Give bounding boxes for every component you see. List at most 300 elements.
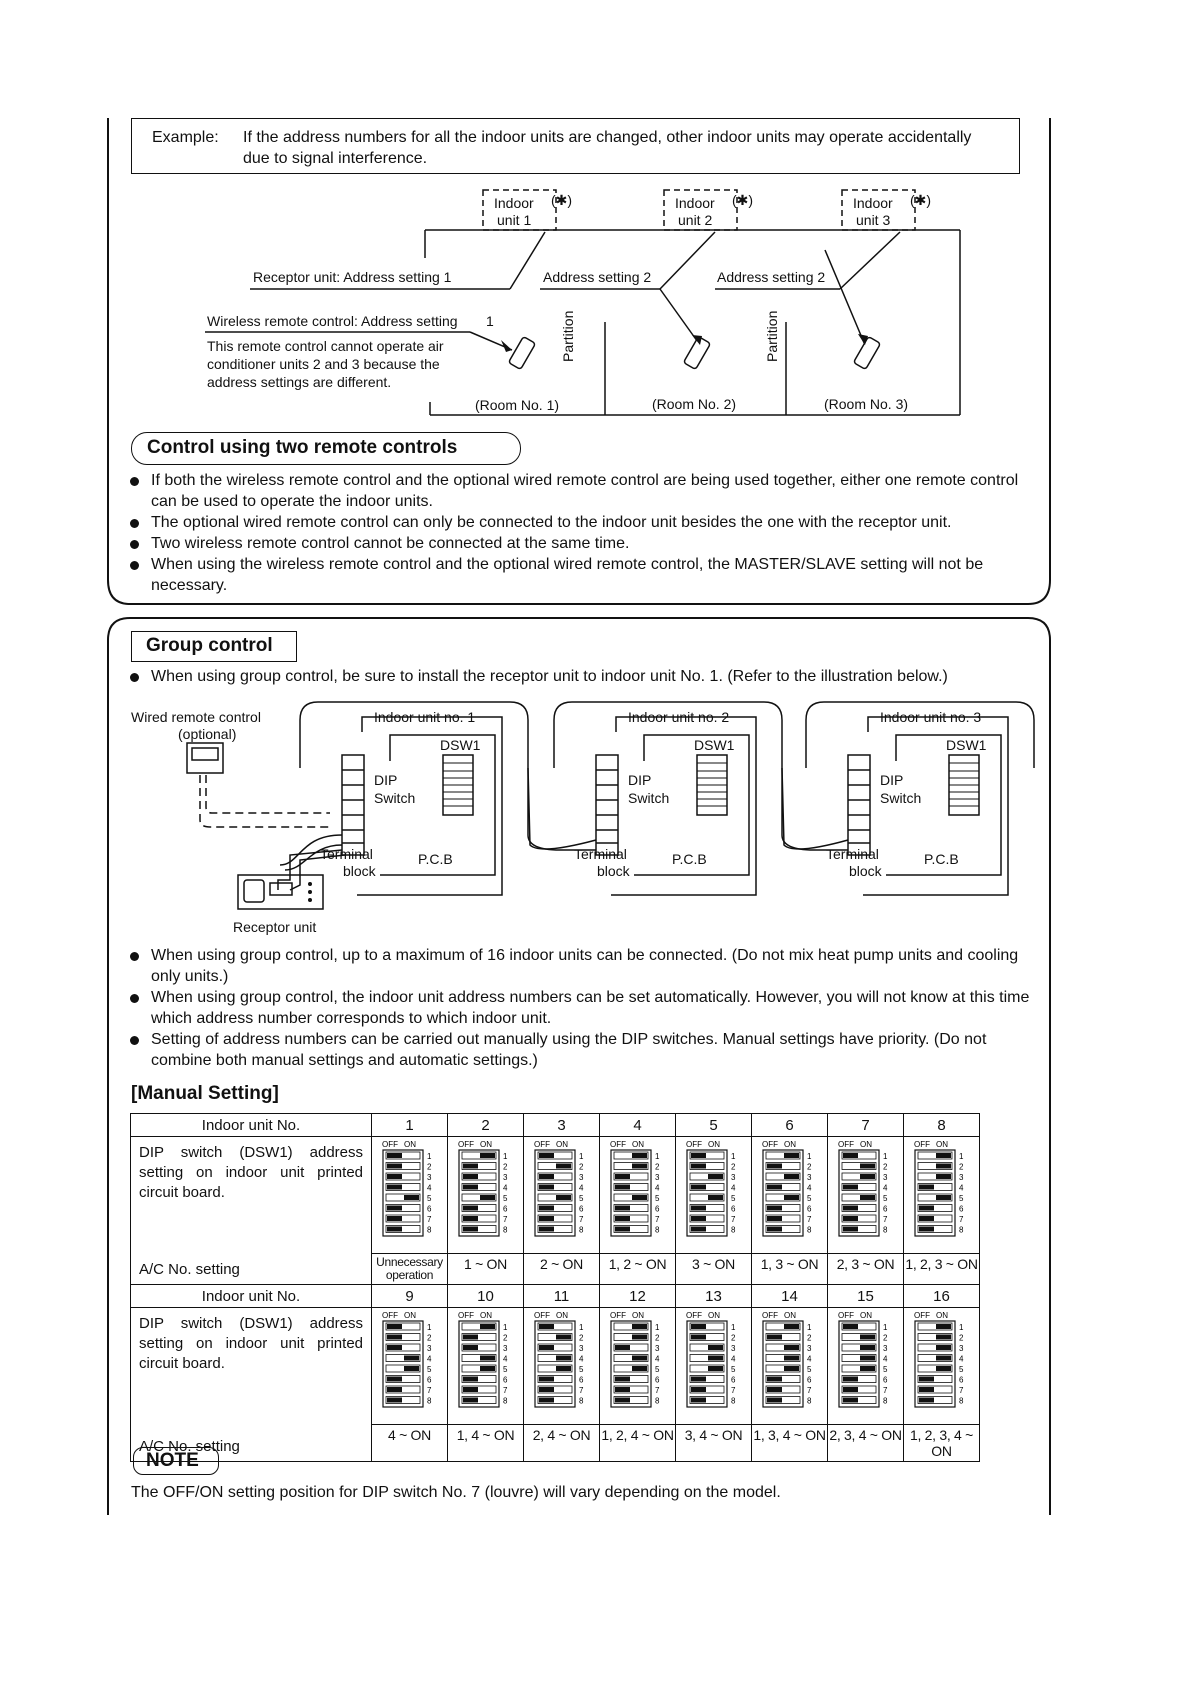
- dip-number: 2: [426, 1333, 431, 1343]
- dip-number: 3: [426, 1173, 431, 1182]
- dip-knob-off: [387, 1164, 402, 1169]
- dip-number: 7: [578, 1215, 583, 1224]
- dip-number: 6: [882, 1375, 887, 1385]
- dip-on-label: ON: [479, 1140, 492, 1149]
- dip-number: 4: [502, 1354, 507, 1364]
- wireless-note-line2: conditioner units 2 and 3 because the: [207, 356, 440, 372]
- dip-number: 6: [426, 1375, 431, 1385]
- dip-number: 1: [502, 1152, 507, 1161]
- dip-setting-cell: [372, 1137, 448, 1285]
- dip-label-2b: Switch: [628, 790, 670, 806]
- dip-setting-cell: [524, 1308, 600, 1462]
- dip-knob-off: [919, 1398, 934, 1403]
- dip-number: 4: [654, 1354, 659, 1364]
- table-row: [131, 1114, 980, 1137]
- dip-setting-cell: [600, 1308, 676, 1462]
- dip-knob-on: [556, 1164, 571, 1169]
- dip-number: 6: [654, 1375, 659, 1385]
- dip-number: 7: [882, 1386, 887, 1395]
- room-label-3: (Room No. 3): [824, 396, 909, 412]
- dip-number: 7: [426, 1386, 431, 1395]
- dip-number: 6: [578, 1204, 583, 1214]
- dip-switch-body: [383, 1150, 423, 1236]
- dip-knob-on: [708, 1195, 723, 1200]
- dip-number: 6: [958, 1204, 963, 1214]
- bullet-icon: [130, 1036, 139, 1045]
- dip-knob-off: [463, 1377, 478, 1382]
- dip-number: 1: [578, 1152, 583, 1161]
- dip-knob-off: [691, 1377, 706, 1382]
- address-diagram: [0, 0, 1190, 430]
- dip-knob-on: [784, 1324, 799, 1329]
- dip-knob-off: [615, 1185, 630, 1190]
- dip-number: 5: [426, 1194, 431, 1203]
- dip-number: 3: [654, 1173, 659, 1182]
- dip-off-label: OFF: [913, 1140, 930, 1149]
- indoor-unit-2-line2: unit 2: [678, 212, 713, 228]
- dip-knob-on: [632, 1195, 647, 1200]
- bullet-icon: [130, 519, 139, 528]
- dip-switch-diagram: [608, 1139, 668, 1239]
- dip-knob-on: [936, 1324, 951, 1329]
- ac-setting-value: 1, 2, 3, 4 ~ ON: [904, 1424, 979, 1461]
- group-unit-1-label: Indoor unit no. 1: [374, 709, 476, 725]
- dip-switch-body: [687, 1150, 727, 1236]
- dip-number: 6: [882, 1204, 887, 1214]
- dip-number: 7: [654, 1215, 659, 1224]
- two-remotes-title: Control using two remote controls: [147, 437, 458, 458]
- dip-knob-off: [843, 1398, 858, 1403]
- dip-row-label: DIP switch (DSW1) address setting on indoor unit printed circuit board.: [139, 1315, 363, 1372]
- dip-number: 7: [730, 1386, 735, 1395]
- dip-number: 2: [806, 1333, 811, 1343]
- note-badge: [133, 1447, 219, 1475]
- dip-knob-on: [556, 1335, 571, 1340]
- dip-number: 4: [958, 1354, 963, 1364]
- dip-number: 8: [730, 1396, 735, 1406]
- dip-on-label: ON: [935, 1140, 948, 1149]
- dip-number: 2: [502, 1333, 507, 1343]
- dip-number: 8: [426, 1396, 431, 1406]
- dip-number: 3: [502, 1173, 507, 1182]
- indoor-unit-number: 2: [448, 1114, 524, 1137]
- dip-number: 8: [806, 1396, 811, 1406]
- dip-number: 1: [806, 1323, 811, 1332]
- dip-switch-diagram: [380, 1310, 440, 1410]
- dip-switch-diagram: [456, 1310, 516, 1410]
- dip-number: 8: [958, 1396, 963, 1406]
- dip-number: 4: [730, 1183, 735, 1193]
- dip-knob-off: [615, 1216, 630, 1221]
- dip-switch-body: [611, 1321, 651, 1407]
- dip-knob-off: [843, 1153, 858, 1158]
- dip-switch-body: [459, 1321, 499, 1407]
- dip-knob-on: [480, 1324, 495, 1329]
- dip-number: 6: [502, 1204, 507, 1214]
- ac-setting-value: 1, 2, 3 ~ ON: [904, 1253, 979, 1276]
- dip-on-label: ON: [935, 1311, 948, 1320]
- dip-row-label-cell: [131, 1308, 372, 1462]
- dip-knob-on: [860, 1174, 875, 1179]
- dip-knob-off: [691, 1206, 706, 1211]
- dip-knob-off: [463, 1398, 478, 1403]
- dip-knob-off: [463, 1216, 478, 1221]
- dip-number: 5: [882, 1365, 887, 1374]
- dip-off-label: OFF: [761, 1140, 778, 1149]
- indoor-unit-2-line1: Indoor: [675, 195, 715, 211]
- dip-number: 6: [958, 1375, 963, 1385]
- dip-switch-wrap: [600, 1139, 675, 1253]
- group-bullet-2: When using group control, the indoor unit address numbers can be set automatically. However, you will not know at this time which address number corresponds to which indoor unit.: [130, 987, 1030, 1029]
- ac-setting-value: 4 ~ ON: [372, 1424, 447, 1447]
- dip-switch-diagram: [684, 1139, 744, 1239]
- indoor-unit-number: 3: [524, 1114, 600, 1137]
- dip-knob-on: [784, 1345, 799, 1350]
- dip-number: 8: [806, 1225, 811, 1235]
- dip-off-label: OFF: [533, 1140, 550, 1149]
- dip-number: 2: [882, 1162, 887, 1172]
- dip-switch-diagram: [532, 1310, 592, 1410]
- table-row: [131, 1137, 980, 1285]
- indoor-unit-1-asterisk: (✱): [551, 192, 573, 208]
- dip-knob-on: [784, 1174, 799, 1179]
- dip-off-label: OFF: [457, 1140, 474, 1149]
- dip-knob-off: [767, 1227, 782, 1232]
- dip-switch-body: [535, 1150, 575, 1236]
- pcb-label-3: P.C.B: [924, 851, 959, 867]
- dip-knob-on: [860, 1335, 875, 1340]
- dip-setting-cell: [676, 1308, 752, 1462]
- dip-label-1a: DIP: [374, 772, 398, 788]
- dip-knob-off: [615, 1387, 630, 1392]
- dip-number: 6: [730, 1204, 735, 1214]
- dip-number: 5: [730, 1365, 735, 1374]
- dip-knob-off: [539, 1174, 554, 1179]
- dip-off-label: OFF: [761, 1311, 778, 1320]
- dip-number: 5: [958, 1194, 963, 1203]
- dip-number: 8: [502, 1396, 507, 1406]
- dip-number: 4: [882, 1354, 887, 1364]
- dip-switch-wrap: [904, 1139, 979, 1253]
- dip-knob-on: [480, 1366, 495, 1371]
- dip-switch-body: [611, 1150, 651, 1236]
- dip-number: 1: [806, 1152, 811, 1161]
- dip-number: 3: [882, 1173, 887, 1182]
- dip-number: 6: [426, 1204, 431, 1214]
- dip-setting-cell: [752, 1137, 828, 1285]
- dip-number: 5: [502, 1365, 507, 1374]
- dip-knob-off: [919, 1377, 934, 1382]
- indoor-unit-number: 15: [828, 1285, 904, 1308]
- dip-number: 1: [654, 1323, 659, 1332]
- dip-number: 7: [882, 1215, 887, 1224]
- dip-knob-off: [387, 1216, 402, 1221]
- dip-knob-on: [860, 1164, 875, 1169]
- dip-number: 5: [806, 1365, 811, 1374]
- ac-setting-value: 2, 4 ~ ON: [524, 1424, 599, 1447]
- dip-knob-off: [387, 1387, 402, 1392]
- dip-number: 3: [730, 1344, 735, 1353]
- dip-knob-off: [615, 1345, 630, 1350]
- dip-number: 1: [730, 1152, 735, 1161]
- bullet-icon: [130, 561, 139, 570]
- dip-knob-off: [843, 1324, 858, 1329]
- dip-number: 2: [426, 1162, 431, 1172]
- dip-row-label-cell: [131, 1137, 372, 1285]
- ac-setting-value: 1, 3, 4 ~ ON: [752, 1424, 827, 1447]
- dip-number: 2: [882, 1333, 887, 1343]
- dip-switch-body: [839, 1321, 879, 1407]
- dip-number: 4: [426, 1354, 431, 1364]
- dip-setting-cell: [828, 1137, 904, 1285]
- room-label-2: (Room No. 2): [652, 396, 737, 412]
- dip-knob-off: [539, 1227, 554, 1232]
- dip-number: 8: [578, 1396, 583, 1406]
- ac-setting-value: 3 ~ ON: [676, 1253, 751, 1276]
- dip-switch-wrap: [524, 1310, 599, 1424]
- indoor-unit-number: 1: [372, 1114, 448, 1137]
- group-bullet-1: When using group control, up to a maximum of 16 indoor units can be connected. (Do not mix heat pump units and cooling only units.): [130, 945, 1030, 987]
- dip-number: 5: [578, 1194, 583, 1203]
- dip-number: 6: [578, 1375, 583, 1385]
- dip-number: 8: [882, 1225, 887, 1235]
- dip-number: 6: [806, 1375, 811, 1385]
- dip-number: 8: [654, 1225, 659, 1235]
- dip-knob-off: [843, 1227, 858, 1232]
- dip-knob-off: [843, 1206, 858, 1211]
- dip-number: 8: [882, 1396, 887, 1406]
- terminal-label-3a: Terminal: [826, 846, 879, 862]
- dip-number: 2: [806, 1162, 811, 1172]
- dip-knob-on: [708, 1356, 723, 1361]
- dip-knob-off: [691, 1216, 706, 1221]
- indoor-unit-header: Indoor unit No.: [131, 1114, 372, 1137]
- dip-knob-on: [480, 1356, 495, 1361]
- dip-knob-on: [936, 1345, 951, 1350]
- dip-knob-off: [919, 1206, 934, 1211]
- dip-knob-off: [463, 1185, 478, 1190]
- dip-knob-off: [463, 1335, 478, 1340]
- dip-knob-off: [539, 1206, 554, 1211]
- ac-setting-value: 2, 3, 4 ~ ON: [828, 1424, 903, 1447]
- dip-setting-cell: [448, 1308, 524, 1462]
- dsw1-label-3: DSW1: [946, 737, 987, 753]
- dip-number: 4: [654, 1183, 659, 1193]
- indoor-unit-number: 12: [600, 1285, 676, 1308]
- dip-on-label: ON: [631, 1311, 644, 1320]
- group-bullet-3: Setting of address numbers can be carried out manually using the DIP switches. Manual settings have priority. (Do not combine both manual settings and automatic settings.): [130, 1029, 1030, 1071]
- dip-switch-wrap: [828, 1139, 903, 1253]
- partition-label-2: Partition: [764, 310, 780, 362]
- dip-knob-off: [767, 1387, 782, 1392]
- dip-number: 5: [882, 1194, 887, 1203]
- dip-setting-cell: [448, 1137, 524, 1285]
- dip-knob-off: [387, 1227, 402, 1232]
- dip-switch-body: [915, 1150, 955, 1236]
- dip-knob-off: [387, 1377, 402, 1382]
- dip-number: 8: [502, 1225, 507, 1235]
- address-setting-2a: Address setting 2: [543, 269, 652, 285]
- dip-switch-diagram: [836, 1310, 896, 1410]
- indoor-unit-number: 6: [752, 1114, 828, 1137]
- dip-switch-wrap: [904, 1310, 979, 1424]
- dip-number: 3: [806, 1173, 811, 1182]
- dip-knob-off: [387, 1185, 402, 1190]
- dip-switch-body: [763, 1150, 803, 1236]
- dip-number: 2: [578, 1162, 583, 1172]
- dip-switch-diagram: [836, 1139, 896, 1239]
- dip-number: 4: [958, 1183, 963, 1193]
- dip-knob-off: [387, 1324, 402, 1329]
- dip-number: 5: [502, 1194, 507, 1203]
- dip-label-3b: Switch: [880, 790, 922, 806]
- indoor-unit-number: 8: [904, 1114, 980, 1137]
- dip-knob-off: [767, 1185, 782, 1190]
- ac-setting-label: A/C No. setting: [139, 1438, 240, 1455]
- dip-switch-diagram: [912, 1139, 972, 1239]
- dip-number: 4: [578, 1354, 583, 1364]
- indoor-unit-number: 7: [828, 1114, 904, 1137]
- note-label: NOTE: [146, 1450, 199, 1471]
- dip-number: 3: [654, 1344, 659, 1353]
- dip-knob-on: [936, 1335, 951, 1340]
- ac-setting-value: 1 ~ ON: [448, 1253, 523, 1276]
- dip-knob-on: [860, 1195, 875, 1200]
- dip-knob-off: [615, 1174, 630, 1179]
- dip-knob-off: [691, 1398, 706, 1403]
- dip-number: 5: [730, 1194, 735, 1203]
- dip-number: 7: [426, 1215, 431, 1224]
- dip-switch-wrap: [752, 1139, 827, 1253]
- dip-number: 1: [958, 1323, 963, 1332]
- dip-knob-off: [919, 1216, 934, 1221]
- dip-number: 1: [502, 1323, 507, 1332]
- ac-setting-value: 1, 2, 4 ~ ON: [600, 1424, 675, 1447]
- dip-on-label: ON: [555, 1311, 568, 1320]
- dip-switch-body: [535, 1321, 575, 1407]
- dip-knob-off: [463, 1174, 478, 1179]
- indoor-unit-1-line2: unit 1: [497, 212, 532, 228]
- indoor-unit-number: 11: [524, 1285, 600, 1308]
- dip-number: 4: [502, 1183, 507, 1193]
- dip-knob-off: [691, 1324, 706, 1329]
- ac-setting-value: 1, 3 ~ ON: [752, 1253, 827, 1276]
- dsw1-label-1: DSW1: [440, 737, 481, 753]
- dip-knob-on: [480, 1195, 495, 1200]
- dip-number: 3: [426, 1344, 431, 1353]
- dip-knob-off: [539, 1387, 554, 1392]
- ac-setting-value: 2 ~ ON: [524, 1253, 599, 1276]
- dip-number: 4: [806, 1183, 811, 1193]
- dip-knob-off: [463, 1345, 478, 1350]
- ac-setting-value: 3, 4 ~ ON: [676, 1424, 751, 1447]
- dip-number: 2: [578, 1333, 583, 1343]
- terminal-label-3b: block: [849, 863, 882, 879]
- dip-knob-off: [691, 1185, 706, 1190]
- dip-label-1b: Switch: [374, 790, 416, 806]
- indoor-unit-number: 16: [904, 1285, 980, 1308]
- dip-knob-off: [463, 1206, 478, 1211]
- dip-number: 7: [730, 1215, 735, 1224]
- dip-knob-on: [632, 1164, 647, 1169]
- dip-off-label: OFF: [685, 1140, 702, 1149]
- dip-knob-off: [691, 1387, 706, 1392]
- ac-setting-value: 2, 3 ~ ON: [828, 1253, 903, 1276]
- dip-number: 7: [958, 1386, 963, 1395]
- bullet-icon: [130, 477, 139, 486]
- dip-number: 5: [578, 1365, 583, 1374]
- dip-knob-off: [691, 1227, 706, 1232]
- group-wiring-diagram: [0, 695, 1190, 940]
- dip-switch-wrap: [372, 1139, 447, 1253]
- dip-switch-wrap: [676, 1310, 751, 1424]
- dip-knob-off: [539, 1377, 554, 1382]
- dip-number: 4: [882, 1183, 887, 1193]
- example-label: Example:: [152, 129, 219, 146]
- dip-number: 3: [578, 1173, 583, 1182]
- dip-knob-off: [463, 1227, 478, 1232]
- dip-number: 6: [730, 1375, 735, 1385]
- dip-number: 4: [578, 1183, 583, 1193]
- dip-switch-diagram: [760, 1139, 820, 1239]
- group-bullet-intro: When using group control, be sure to install the receptor unit to indoor unit No. 1. (Refer to the illustration below.): [130, 666, 1040, 687]
- dip-setting-cell: [524, 1137, 600, 1285]
- dip-knob-off: [919, 1185, 934, 1190]
- group-control-title: Group control: [146, 635, 273, 656]
- dip-knob-on: [936, 1366, 951, 1371]
- dip-number: 2: [730, 1162, 735, 1172]
- dip-knob-on: [556, 1366, 571, 1371]
- dip-knob-on: [632, 1335, 647, 1340]
- dip-number: 7: [958, 1215, 963, 1224]
- dip-switch-body: [383, 1321, 423, 1407]
- dip-switch-diagram: [684, 1310, 744, 1410]
- dip-off-label: OFF: [533, 1311, 550, 1320]
- dip-knob-off: [387, 1153, 402, 1158]
- dip-knob-off: [767, 1335, 782, 1340]
- dip-knob-on: [480, 1153, 495, 1158]
- dip-on-label: ON: [783, 1140, 796, 1149]
- dip-off-label: OFF: [609, 1311, 626, 1320]
- dip-knob-on: [632, 1356, 647, 1361]
- dip-switch-wrap: [752, 1310, 827, 1424]
- dip-number: 1: [882, 1152, 887, 1161]
- dip-number: 2: [958, 1162, 963, 1172]
- indoor-unit-2-asterisk: (✱): [732, 192, 754, 208]
- dip-number: 2: [958, 1333, 963, 1343]
- two-remotes-bullet-4: When using the wireless remote control and the optional wired remote control, the MASTER/SLAVE setting will not be necessary.: [130, 554, 1030, 596]
- manual-setting-table: [130, 1113, 980, 1462]
- dip-off-label: OFF: [837, 1311, 854, 1320]
- bullet-icon: [130, 994, 139, 1003]
- dip-number: 2: [730, 1333, 735, 1343]
- dip-knob-on: [404, 1195, 419, 1200]
- dip-knob-off: [767, 1398, 782, 1403]
- dip-switch-diagram: [380, 1139, 440, 1239]
- address-setting-2b: Address setting 2: [717, 269, 826, 285]
- two-remotes-bullet-3: Two wireless remote control cannot be connected at the same time.: [130, 533, 1030, 554]
- indoor-unit-header: Indoor unit No.: [131, 1285, 372, 1308]
- dip-on-label: ON: [403, 1311, 416, 1320]
- dip-number: 8: [426, 1225, 431, 1235]
- dip-knob-on: [556, 1356, 571, 1361]
- dip-number: 7: [578, 1386, 583, 1395]
- partition-label-1: Partition: [560, 310, 576, 362]
- two-remotes-heading: [131, 432, 521, 465]
- dip-number: 7: [806, 1386, 811, 1395]
- group-unit-2-label: Indoor unit no. 2: [628, 709, 730, 725]
- dip-knob-off: [539, 1345, 554, 1350]
